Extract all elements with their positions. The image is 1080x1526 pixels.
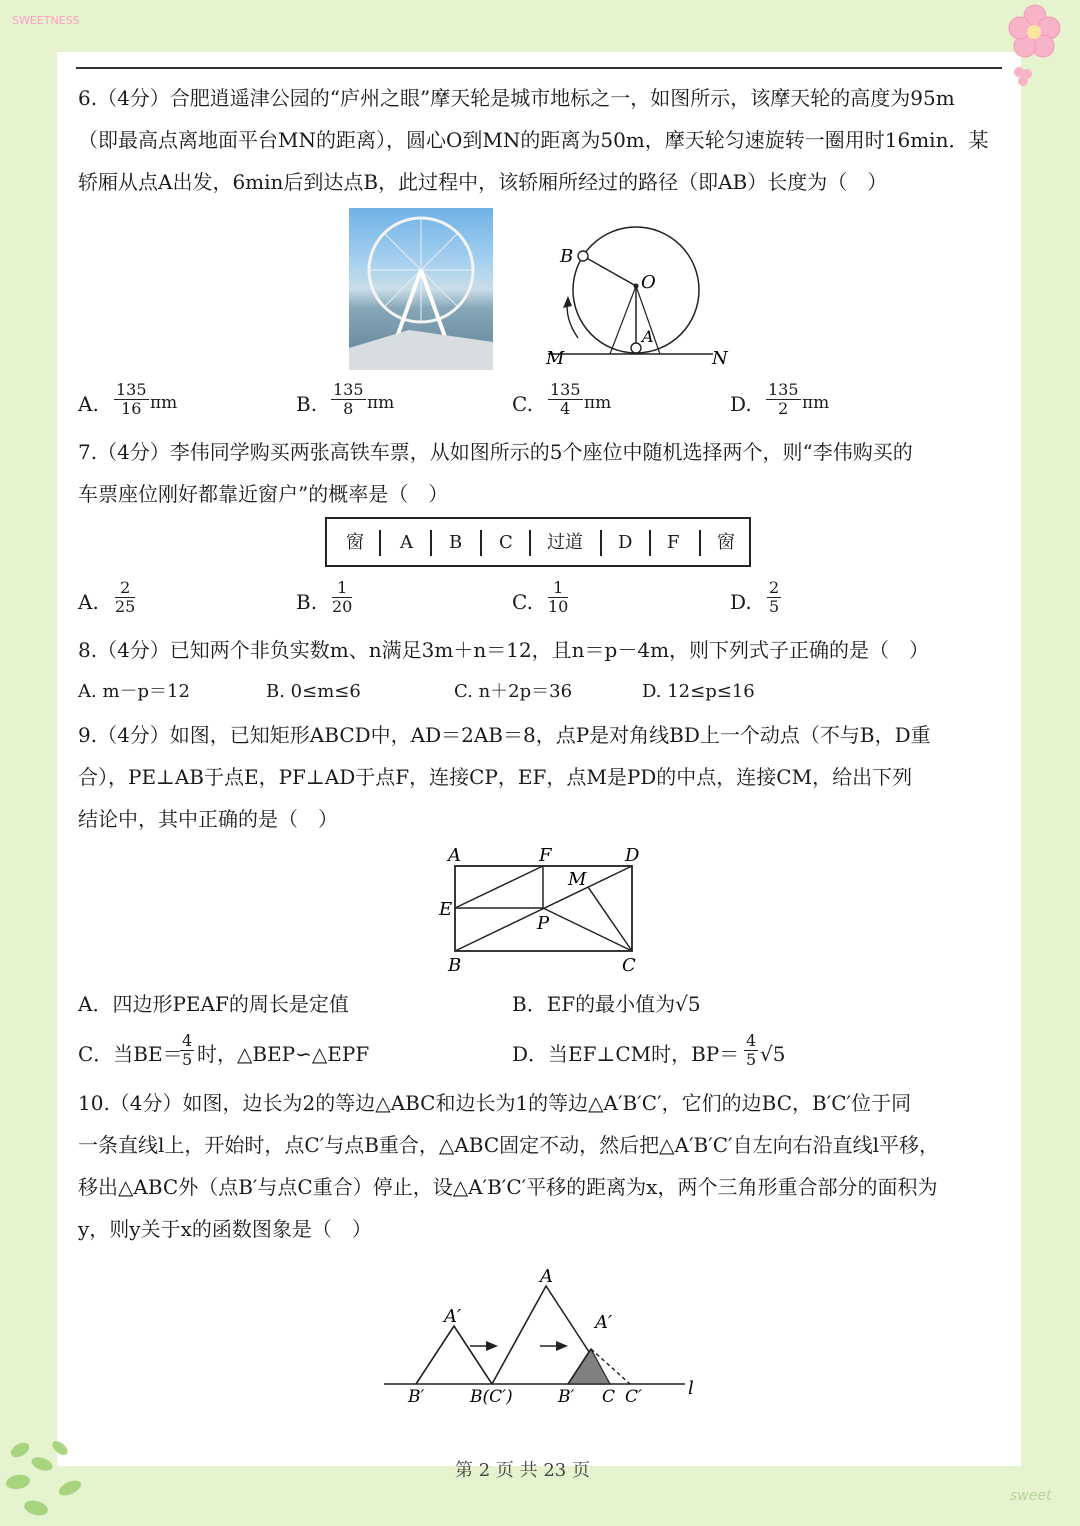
label-B-C-prime: B(C′) xyxy=(470,1387,513,1407)
label-l: l xyxy=(688,1378,694,1399)
label-C-prime: C′ xyxy=(625,1387,642,1407)
q6-diagram xyxy=(538,218,738,378)
q6-option-b-unit: πm xyxy=(367,393,395,413)
fraction-numerator: 135 xyxy=(333,380,364,399)
label-A-prime-right: A′ xyxy=(595,1312,613,1333)
fraction-numerator: 2 xyxy=(769,578,780,597)
fraction-denominator: 5 xyxy=(769,597,780,616)
label-F: F xyxy=(539,845,552,866)
q7-option-c-letter[interactable]: C. xyxy=(512,590,533,614)
label-A: A xyxy=(540,1266,553,1287)
q7-option-a-letter[interactable]: A. xyxy=(78,590,99,614)
label-B-prime-right: B′ xyxy=(558,1387,575,1407)
fraction-numerator: 1 xyxy=(332,579,352,598)
q9-option-d-suffix: √5 xyxy=(760,1042,786,1066)
page-footer: 第 2 页 共 23 页 xyxy=(455,1460,590,1481)
fraction-numerator: 2 xyxy=(115,579,135,598)
ferris-wheel-photo xyxy=(349,208,493,370)
label-B: B xyxy=(448,955,462,976)
fraction-denominator: 8 xyxy=(343,399,354,418)
q8-option-c[interactable]: C. n＋2p＝36 xyxy=(454,681,573,702)
q6-text-line3: 轿厢从点A出发，6min后到达点B，此过程中，该轿厢所经过的路径（即AB）长度为（ ） xyxy=(78,170,888,194)
seat-window-left: 窗 xyxy=(346,532,364,553)
seat-divider xyxy=(649,530,651,556)
fraction-denominator: 5 xyxy=(746,1050,757,1069)
seat-window-right: 窗 xyxy=(717,532,735,553)
q8-option-d[interactable]: D. 12≤p≤16 xyxy=(642,681,755,702)
seat-divider xyxy=(600,530,602,556)
q7-option-c-fraction xyxy=(548,579,568,616)
seat-c: C xyxy=(499,532,513,553)
seat-divider xyxy=(699,530,701,556)
q9-option-d-fraction xyxy=(744,1032,758,1069)
seat-aisle: 过道 xyxy=(547,532,583,553)
fraction-denominator: 16 xyxy=(121,399,142,418)
label-A-prime-left: A′ xyxy=(444,1306,462,1327)
q9-option-c-prefix[interactable]: C．当BE＝ xyxy=(78,1042,183,1066)
q6-option-d-letter[interactable]: D. xyxy=(730,392,752,416)
q7-option-d-fraction xyxy=(767,579,781,616)
q8-option-a[interactable]: A. m－p＝12 xyxy=(78,681,190,702)
q8-text-line1: 8.（4分）已知两个非负实数m、n满足3m＋n＝12，且n＝p－4m，则下列式子正确的是（ ） xyxy=(78,638,930,662)
q6-option-d-fraction xyxy=(766,381,801,418)
fraction-numerator: 135 xyxy=(768,380,799,399)
seat-a: A xyxy=(400,532,413,553)
brand-logo-bottom: sweet xyxy=(1010,1488,1052,1504)
label-N: N xyxy=(712,348,728,369)
label-B: B xyxy=(560,246,574,267)
brand-logo-top: SWEETNESS xyxy=(12,14,80,27)
fraction-numerator: 135 xyxy=(116,380,147,399)
q6-option-a-unit: πm xyxy=(150,393,178,413)
q9-option-d-prefix[interactable]: D．当EF⊥CM时，BP＝ xyxy=(512,1042,740,1066)
q10-text-line3: 移出△ABC外（点B′与点C重合）停止，设△A′B′C′平移的距离为x，两个三角形重合部分的面积为 xyxy=(78,1175,938,1199)
seat-divider xyxy=(379,530,381,556)
q9-text-line2: 合），PE⊥AB于点E，PF⊥AD于点F，连接CP，EF，点M是PD的中点，连接CM，给出下列 xyxy=(78,765,913,789)
seat-d: D xyxy=(618,532,633,553)
leaves-icon xyxy=(0,1430,110,1526)
q7-text-line1: 7.（4分）李伟同学购买两张高铁车票，从如图所示的5个座位中随机选择两个，则“李伟购买的 xyxy=(78,440,913,464)
q7-option-a-fraction xyxy=(115,579,135,616)
label-O: O xyxy=(641,272,656,293)
q6-option-a-fraction xyxy=(114,381,149,418)
flower-icon xyxy=(995,0,1075,95)
q6-option-c-unit: πm xyxy=(584,393,612,413)
q7-option-b-letter[interactable]: B. xyxy=(296,590,318,614)
label-M: M xyxy=(546,348,565,369)
q9-text-line1: 9.（4分）如图，已知矩形ABCD中，AD＝2AB＝8，点P是对角线BD上一个动点（不与B，D重 xyxy=(78,723,931,747)
q6-text-line1: 6.（4分）合肥逍遥津公园的“庐州之眼”摩天轮是城市地标之一，如图所示，该摩天轮的高度为95m xyxy=(78,86,955,110)
q7-option-b-fraction xyxy=(332,579,352,616)
q6-option-d-unit: πm xyxy=(802,393,830,413)
label-B-prime-left: B′ xyxy=(408,1387,425,1407)
q10-triangles-diagram xyxy=(380,1262,700,1412)
seat-divider xyxy=(430,530,432,556)
label-M: M xyxy=(568,869,587,890)
q9-option-c-suffix: 时，△BEP∽△EPF xyxy=(197,1042,370,1066)
q6-option-c-letter[interactable]: C. xyxy=(512,392,533,416)
q9-rectangle-diagram xyxy=(430,840,650,980)
label-C: C xyxy=(622,955,636,976)
fraction-denominator: 4 xyxy=(560,399,571,418)
seat-f: F xyxy=(667,532,680,553)
q9-option-c-fraction xyxy=(180,1032,194,1069)
fraction-denominator: 25 xyxy=(115,597,136,616)
label-C: C xyxy=(602,1387,616,1407)
fraction-numerator: 4 xyxy=(182,1031,193,1050)
q10-text-line4: y，则y关于x的函数图象是（ ） xyxy=(78,1217,372,1241)
label-D: D xyxy=(625,845,640,866)
seat-b: B xyxy=(449,532,463,553)
q6-text-line2: （即最高点离地面平台MN的距离），圆心O到MN的距离为50m，摩天轮匀速旋转一圈用时16min．某 xyxy=(78,128,989,152)
q7-text-line2: 车票座位刚好都靠近窗户”的概率是（ ） xyxy=(78,482,449,506)
header-rule xyxy=(76,67,1002,69)
fraction-denominator: 10 xyxy=(548,597,569,616)
fraction-denominator: 5 xyxy=(182,1050,193,1069)
q9-option-b[interactable]: B．EF的最小值为√5 xyxy=(512,992,701,1016)
seat-map xyxy=(325,517,751,567)
fraction-denominator: 20 xyxy=(332,597,353,616)
q6-option-a-letter[interactable]: A. xyxy=(78,392,99,416)
label-A: A xyxy=(642,327,654,346)
q6-option-b-fraction xyxy=(331,381,366,418)
fraction-numerator: 135 xyxy=(550,380,581,399)
q6-option-c-fraction xyxy=(548,381,583,418)
q9-text-line3: 结论中，其中正确的是（ ） xyxy=(78,807,338,831)
label-E: E xyxy=(439,899,453,920)
q9-option-a[interactable]: A．四边形PEAF的周长是定值 xyxy=(78,992,349,1016)
q10-text-line1: 10.（4分）如图，边长为2的等边△ABC和边长为1的等边△A′B′C′，它们的边BC，B′C′位于同 xyxy=(78,1091,912,1115)
label-P: P xyxy=(537,913,550,934)
seat-divider xyxy=(480,530,482,556)
fraction-numerator: 1 xyxy=(548,579,568,598)
seat-divider xyxy=(529,530,531,556)
q6-option-b-letter[interactable]: B. xyxy=(296,392,318,416)
fraction-numerator: 4 xyxy=(746,1031,757,1050)
q10-text-line2: 一条直线l上，开始时，点C′与点B重合，△ABC固定不动，然后把△A′B′C′自左向右沿直线l平移， xyxy=(78,1133,939,1157)
q8-option-b[interactable]: B. 0≤m≤6 xyxy=(266,681,361,702)
label-A: A xyxy=(448,845,461,866)
q7-option-d-letter[interactable]: D. xyxy=(730,590,752,614)
fraction-denominator: 2 xyxy=(778,399,789,418)
